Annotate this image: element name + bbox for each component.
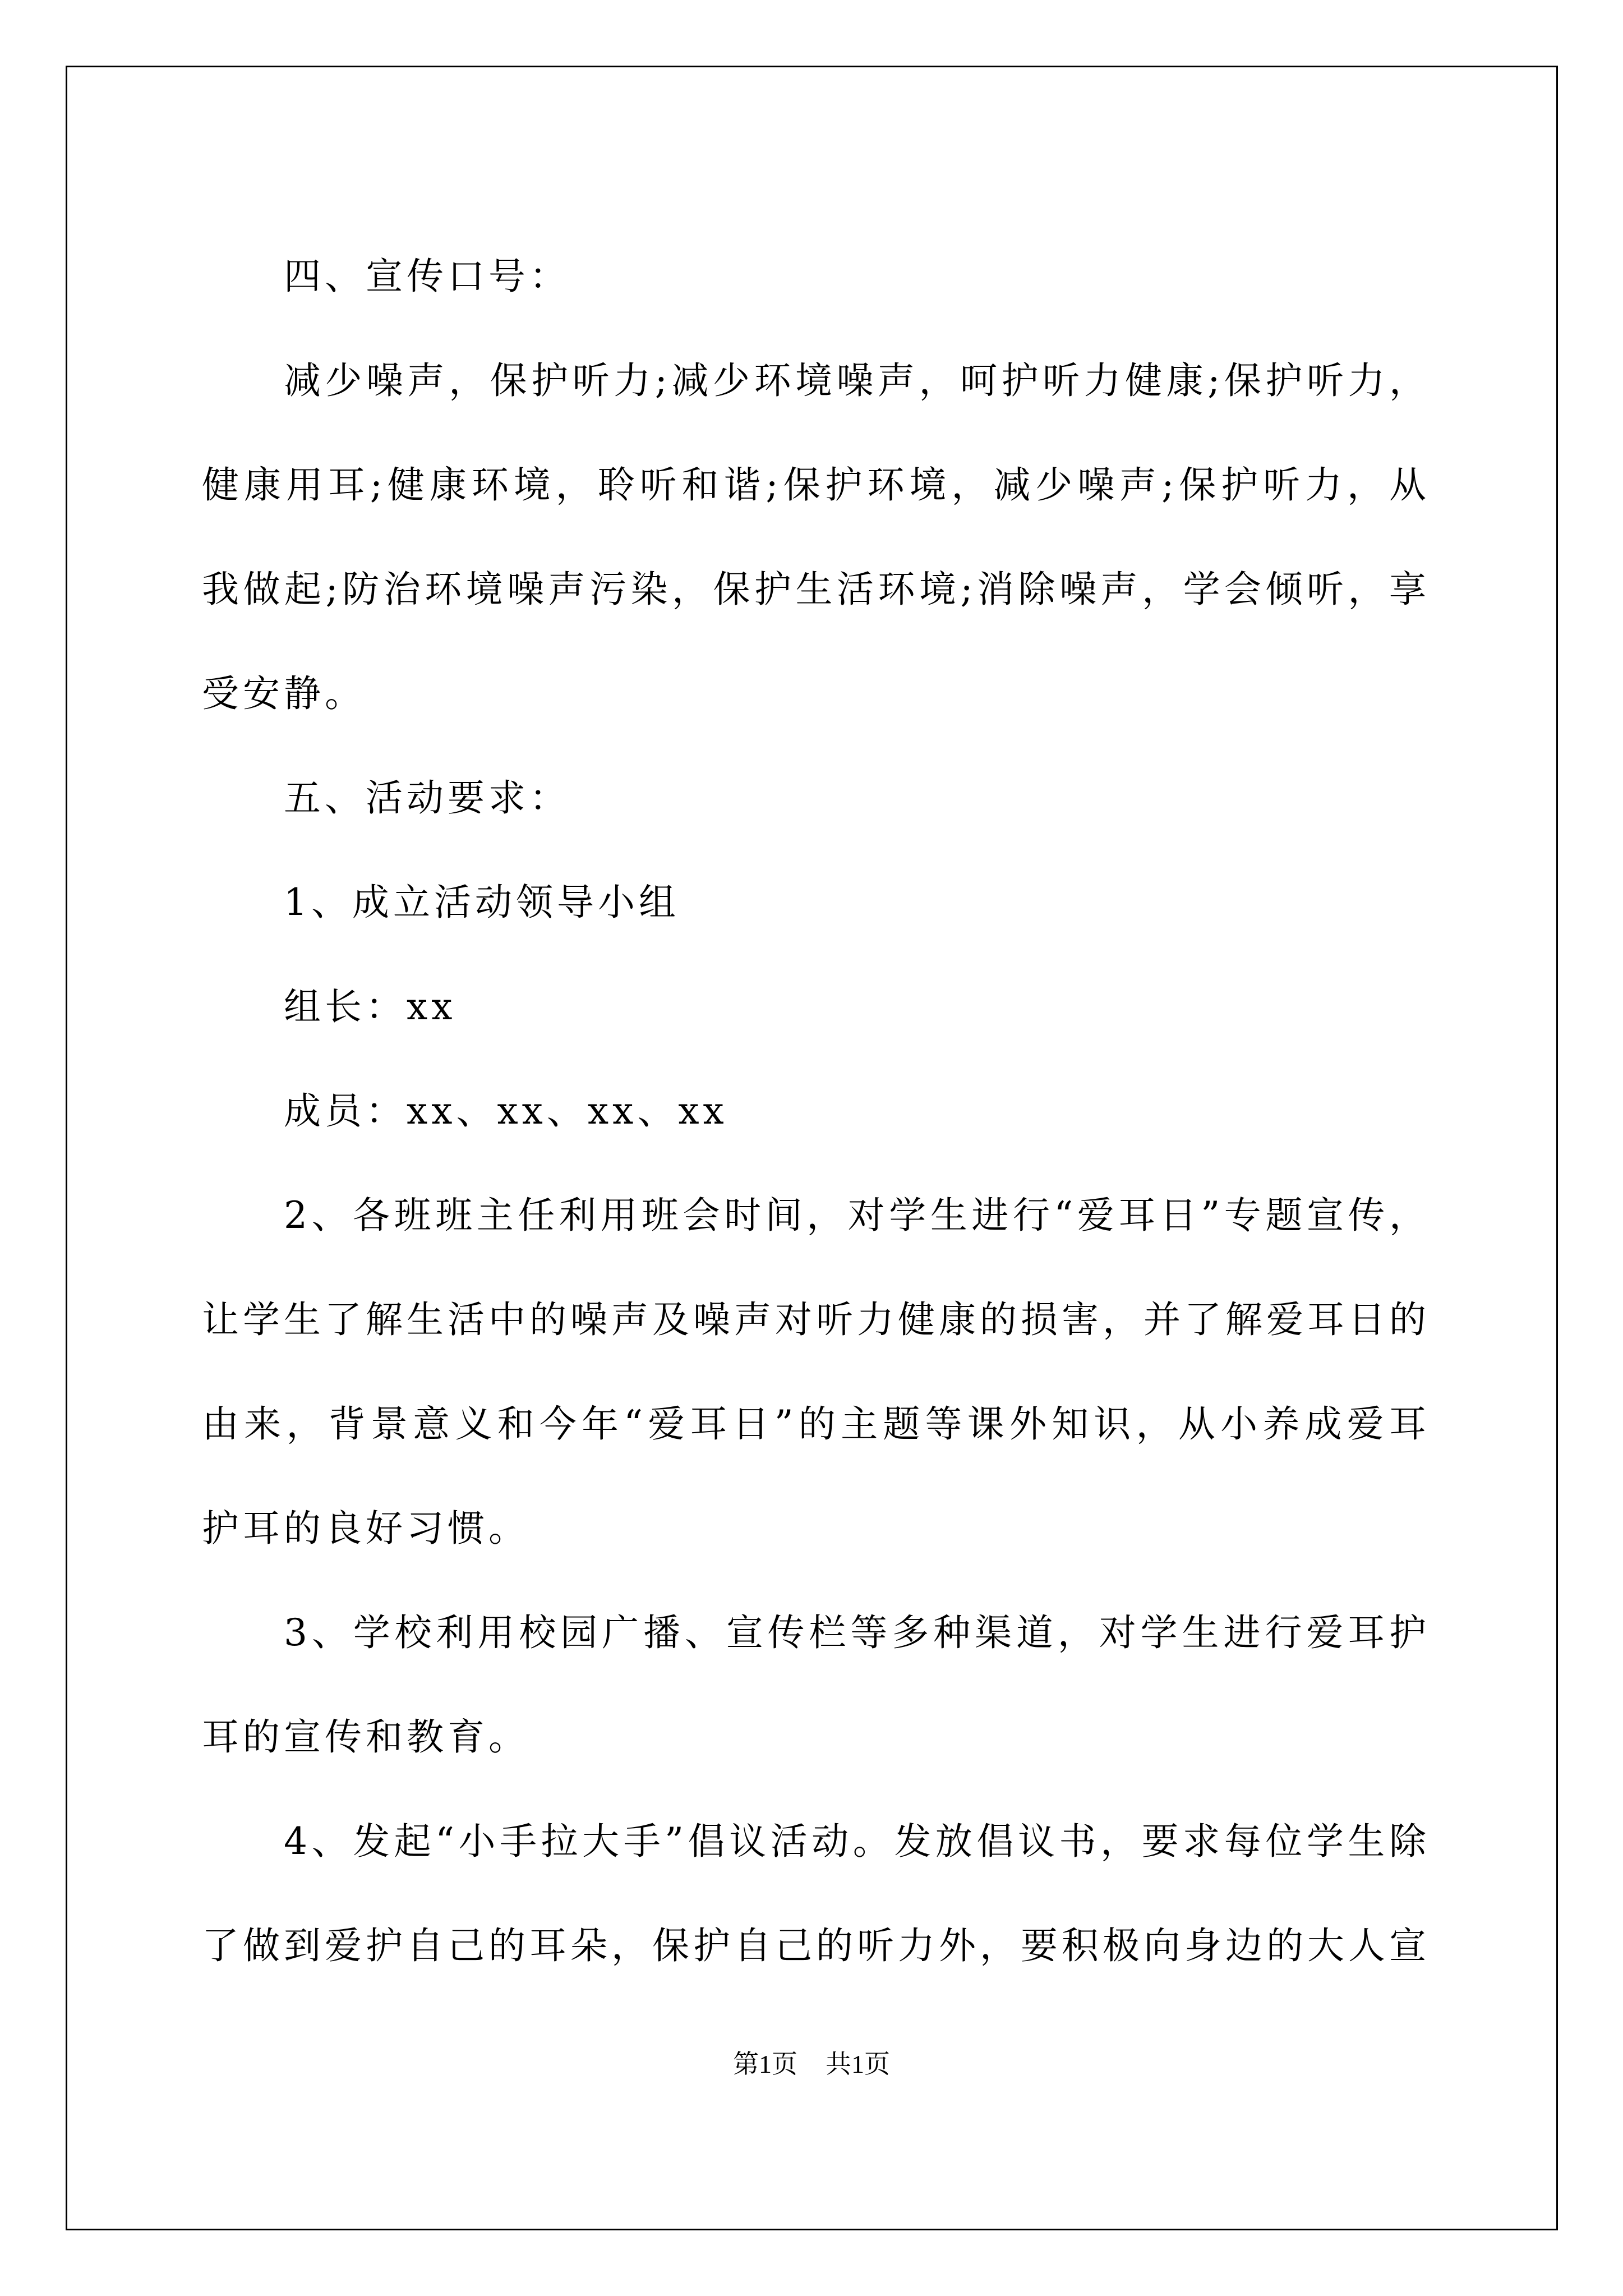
requirement-item-1: 1、成立活动领导小组 [284, 881, 680, 924]
group-members-line: 成员：xx、xx、xx、xx [284, 1089, 728, 1133]
page-footer [0, 2047, 1623, 2081]
section-heading-slogans: 四、宣传口号： [284, 255, 570, 298]
requirement-item-4: 4、发起“小手拉大手”倡议活动。发放倡议书，要求每位学生除了做到爱护自己的耳朵，保护自己的听力外，要积极向身边的大人宣 [202, 1820, 1430, 1967]
requirement-item-3: 3、学校利用校园广播、宣传栏等多种渠道，对学生进行爱耳护耳的宣传和教育。 [202, 1611, 1430, 1759]
requirement-item-2: 2、各班班主任利用班会时间，对学生进行“爱耳日”专题宣传，让学生了解生活中的噪声及噪声对听力健康的损害，并了解爱耳日的由来，背景意义和今年“爱耳日”的主题等课外知识，从小养成爱耳护耳的良好习惯。 [202, 1194, 1430, 1550]
slogans-paragraph: 减少噪声，保护听力;减少环境噪声，呵护听力健康;保护听力，健康用耳;健康环境，聆听和谐;保护环境，减少噪声;保护听力，从我做起;防治环境噪声污染，保护生活环境;消除噪声，学会倾听，享受安静。 [202, 359, 1430, 715]
page-number-current: 第1页 [733, 2050, 797, 2078]
section-heading-requirements: 五、活动要求： [284, 776, 570, 820]
group-leader-line: 组长：xx [284, 985, 457, 1028]
page-number-total: 共1页 [826, 2050, 890, 2078]
document-body [202, 224, 1430, 1998]
